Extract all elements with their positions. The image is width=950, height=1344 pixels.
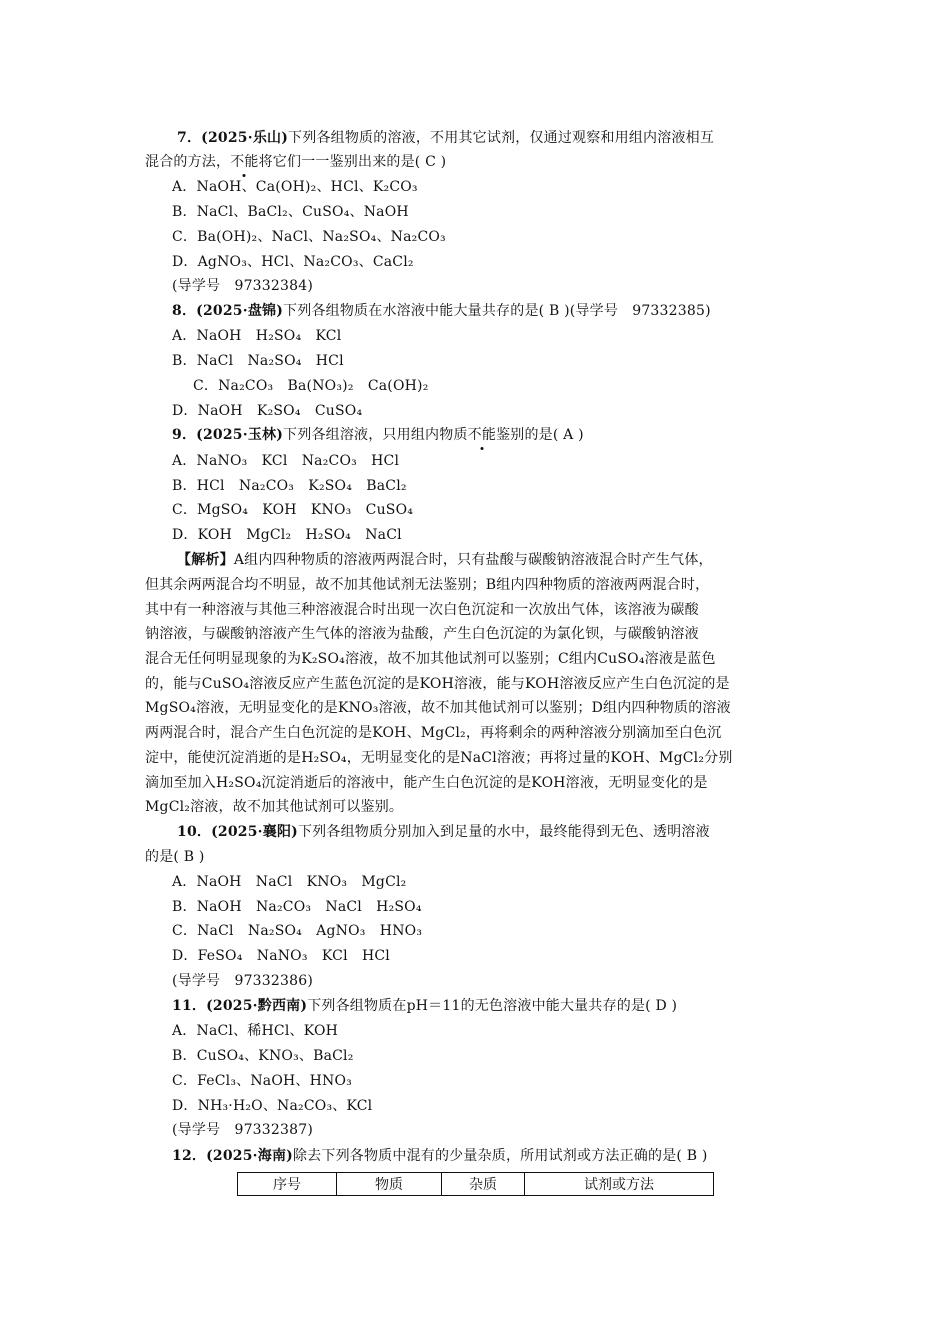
q11-guide-number: (导学号 97332387) [172, 1122, 313, 1138]
q10-option-a: A．NaOH NaCl KNO₃ MgCl₂ [172, 874, 407, 890]
q9-stem-a: 下列各组溶液，只用组内物质 [283, 427, 468, 443]
q12-source: (2025·海南) [206, 1148, 293, 1164]
q12-stem-text: 除去下列各物质中混有的少量杂质，所用试剂或方法正确的是( B ) [292, 1148, 708, 1164]
q7-option-d: D．AgNO₃、HCl、Na₂CO₃、CaCl₂ [172, 254, 414, 270]
q7-stem-line-1 [145, 128, 714, 148]
q9-option-d: D．KOH MgCl₂ H₂SO₄ NaCl [172, 527, 402, 543]
q9-emphasis: 不能 [467, 427, 497, 443]
q9-analysis-line-6: 的，能与CuSO₄溶液反应产生蓝色沉淀的是KOH溶液，能与KOH溶液反应产生白色沉淀的是 [145, 676, 730, 692]
q7-stem-1: 下列各组物质的溶液，不用其它试剂，仅通过观察和用组内溶液相互 [288, 130, 715, 146]
q8-option-b: B．NaCl Na₂SO₄ HCl [172, 353, 344, 369]
q11-stem-text: 下列各组物质在pH＝11的无色溶液中能大量共存的是( D ) [307, 998, 678, 1014]
q10-guide-number: (导学号 97332386) [172, 973, 313, 989]
q7-stem-line-2 [145, 152, 446, 172]
q9-source: (2025·玉林) [196, 427, 284, 443]
q9-number: 9． [172, 427, 197, 443]
q9-stem [172, 425, 584, 445]
q8-stem-text: 下列各组物质在水溶液中能大量共存的是( B )(导学号 97332385) [283, 303, 711, 319]
q11-option-c: C．FeCl₃、NaOH、HNO₃ [172, 1073, 352, 1089]
q12-table [237, 1172, 714, 1196]
q11-option-b: B．CuSO₄、KNO₃、BaCl₂ [172, 1048, 354, 1064]
q9-analysis-line-2: 但其余两两混合均不明显，故不加其他试剂无法鉴别；B组内四种物质的溶液两两混合时， [145, 577, 710, 593]
q11-source: (2025·黔西南) [206, 998, 308, 1014]
q8-option-c: C．Na₂CO₃ Ba(NO₃)₂ Ca(OH)₂ [193, 378, 429, 394]
q10-option-c: C．NaCl Na₂SO₄ AgNO₃ HNO₃ [172, 923, 423, 939]
q8-option-d: D．NaOH K₂SO₄ CuSO₄ [172, 403, 363, 419]
q12-table-header-row [238, 1173, 714, 1196]
q7-stem-2a: 混合的方法， [145, 154, 231, 170]
q12-header-substance: 物质 [337, 1173, 442, 1196]
q12-number: 12． [172, 1148, 207, 1164]
q7-guide-number: (导学号 97332384) [172, 278, 313, 294]
q12-stem [172, 1146, 708, 1166]
q9-analysis-line-7: MgSO₄溶液，无明显变化的是KNO₃溶液，故不加其他试剂可以鉴别；D组内四种物质的溶液 [145, 700, 731, 716]
q9-option-c: C．MgSO₄ KOH KNO₃ CuSO₄ [172, 502, 414, 518]
q10-stem-1: 下列各组物质分别加入到足量的水中，最终能得到无色、透明溶液 [297, 824, 710, 840]
q7-source: (2025·乐山) [201, 130, 289, 146]
q9-analysis-heading: 【解析】 [177, 552, 234, 568]
q9-analysis-line-11: MgCl₂溶液，故不加其他试剂可以鉴别。 [145, 799, 404, 815]
q9-option-a: A．NaNO₃ KCl Na₂CO₃ HCl [172, 453, 400, 469]
q12-header-reagent-method: 试剂或方法 [525, 1173, 714, 1196]
q9-analysis-line-10: 滴加至加入H₂SO₄沉淀消逝后的溶液中，能产生白色沉淀的是KOH溶液，无明显变化的是 [145, 775, 708, 791]
q8-stem [172, 301, 711, 321]
q9-analysis-line-3: 其中有一种溶液与其他三种溶液混合时出现一次白色沉淀和一次放出气体，该溶液为碳酸 [145, 602, 699, 618]
q11-stem [172, 996, 677, 1016]
q9-analysis-line-4: 钠溶液，与碳酸钠溶液产生气体的溶液为盐酸，产生白色沉淀的为氯化钡，与碳酸钠溶液 [145, 626, 699, 642]
q7-option-a: A．NaOH、Ca(OH)₂、HCl、K₂CO₃ [172, 179, 418, 195]
q7-number: 7． [177, 130, 202, 146]
q10-option-b: B．NaOH Na₂CO₃ NaCl H₂SO₄ [172, 899, 422, 915]
q12-header-impurity: 杂质 [442, 1173, 525, 1196]
q10-stem-line-2: 的是( B ) [145, 849, 205, 865]
q10-source: (2025·襄阳) [211, 824, 298, 840]
q9-analysis-line-8: 两两混合时，混合产生白色沉淀的是KOH、MgCl₂，再将剩余的两种溶液分别滴加至白色沉 [145, 725, 722, 741]
q9-analysis-line-9: 淀中，能使沉淀消逝的是H₂SO₄，无明显变化的是NaCl溶液；再将过量的KOH、MgCl₂分别 [145, 750, 733, 766]
q9-option-b: B．HCl Na₂CO₃ K₂SO₄ BaCl₂ [172, 478, 407, 494]
q10-stem-line-1 [145, 822, 710, 842]
q8-option-a: A．NaOH H₂SO₄ KCl [172, 328, 342, 344]
q11-option-a: A．NaCl、稀HCl、KOH [172, 1023, 339, 1039]
q9-analysis-line-5: 混合无任何明显现象的为K₂SO₄溶液，故不加其他试剂可以鉴别；C组内CuSO₄溶液是蓝色 [145, 651, 716, 667]
q7-stem-2b: 将它们一一鉴别出来的是( C ) [258, 154, 447, 170]
q10-option-d: D．FeSO₄ NaNO₃ KCl HCl [172, 948, 390, 964]
q9-stem-b: 鉴别的是( A ) [496, 427, 584, 443]
q10-number: 10． [177, 824, 212, 840]
q7-option-b: B．NaCl、BaCl₂、CuSO₄、NaOH [172, 204, 409, 220]
q12-header-index: 序号 [238, 1173, 337, 1196]
q9-analysis-line-1 [145, 550, 713, 570]
q8-number: 8． [172, 303, 197, 319]
q7-option-c: C．Ba(OH)₂、NaCl、Na₂SO₄、Na₂CO₃ [172, 229, 446, 245]
q8-source: (2025·盘锦) [196, 303, 284, 319]
q11-option-d: D．NH₃·H₂O、Na₂CO₃、KCl [172, 1098, 373, 1114]
q7-emphasis: 不能 [230, 154, 259, 170]
q11-number: 11． [172, 998, 207, 1014]
q9-analysis-text-1: A组内四种物质的溶液两两混合时，只有盐酸与碳酸钠溶液混合时产生气体， [233, 552, 713, 568]
